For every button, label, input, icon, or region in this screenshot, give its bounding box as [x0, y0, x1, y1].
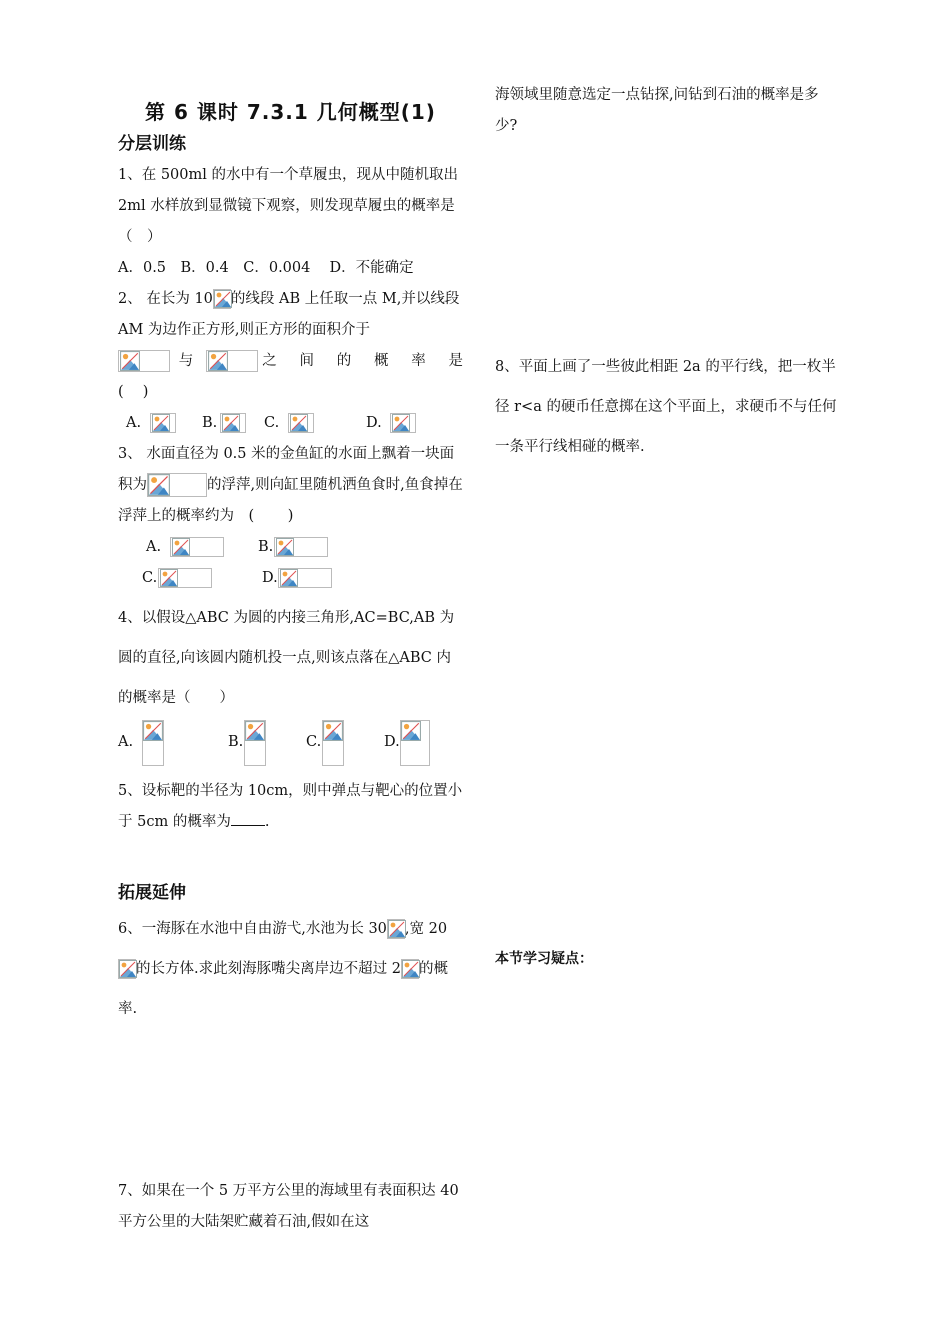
section-heading-layered: 分层训练 [118, 134, 186, 154]
question-6: 6、一海豚在水池中自由游弋,水池为长 30 ,宽 20 的长方体.求此刻海豚嘴尖离岸边不超过 2 的概率. [118, 921, 448, 1017]
question-2: 2、 在长为 10 的线段 AB 上任取一点 M,并以线段 AM 为边作正方形,则正方形的面积介于 [118, 291, 460, 338]
broken-image-icon [147, 473, 207, 497]
question-3: 3、 水面直径为 0.5 米的金鱼缸的水面上飘着一块面积为 的浮萍,则向缸里随机洒鱼食时,鱼食掉在浮萍上的概率约为 ( ) [118, 446, 463, 524]
broken-image-icon [278, 568, 332, 588]
question-3-options-row2: C. D. [118, 563, 463, 594]
broken-image-icon [244, 720, 266, 766]
answer-blank [231, 811, 265, 826]
broken-image-icon [118, 959, 136, 979]
broken-image-icon [274, 537, 328, 557]
broken-image-icon [387, 919, 405, 939]
broken-image-icon [400, 720, 430, 766]
broken-image-icon [220, 413, 246, 433]
question-4: 4、以假设△ABC 为圆的内接三角形,AC=BC,AB 为圆的直径,向该圆内随机投一点,则该点落在△ABC 内的概率是（ ） [118, 610, 455, 706]
broken-image-icon [142, 720, 164, 766]
broken-image-icon [390, 413, 416, 433]
question-1-options: A．0.5 B．0.4 C．0.004 D．不能确定 [118, 260, 414, 276]
broken-image-icon [150, 413, 176, 433]
section-heading-extend: 拓展延伸 [118, 883, 186, 903]
question-4-options: A. B. C. D. [118, 720, 463, 770]
broken-image-icon [118, 350, 170, 372]
broken-image-icon [170, 537, 224, 557]
question-2-between: 与 之 间 的 概 率 是 [118, 346, 463, 377]
study-doubts-label: 本节学习疑点： [495, 951, 593, 967]
question-5: 5、设标靶的半径为 10cm，则中弹点与靶心的位置小于 5cm 的概率为 . [118, 783, 463, 830]
question-7: 7、如果在一个 5 万平方公里的海域里有表面积达 40 平方公里的大陆架贮藏着石油,假如在这 [118, 1183, 459, 1230]
broken-image-icon [213, 289, 231, 309]
left-column [118, 96, 464, 1230]
question-1: 1、在 500ml 的水中有一个草履虫，现从中随机取出 2ml 水样放到显微镜下观察，则发现草履虫的概率是（ ） [118, 167, 459, 245]
question-8: 8、平面上画了一些彼此相距 2a 的平行线，把一枚半径 r<a 的硬币任意掷在这个平面上，求硬币不与任何一条平行线相碰的概率. [495, 359, 837, 455]
broken-image-icon [158, 568, 212, 588]
page-title: 第 6 课时 7.3.1 几何概型(1) [145, 100, 436, 124]
question-7-continued: 海领域里随意选定一点钻探,问钻到石油的概率是多少? [495, 87, 819, 134]
broken-image-icon [401, 959, 419, 979]
question-2-paren: ( ) [118, 384, 149, 400]
broken-image-icon [206, 350, 258, 372]
right-column [495, 80, 840, 967]
broken-image-icon [322, 720, 344, 766]
question-3-options-row1: A. B. [118, 532, 463, 563]
broken-image-icon [288, 413, 314, 433]
question-2-options: A. B. C. D. [118, 408, 463, 439]
